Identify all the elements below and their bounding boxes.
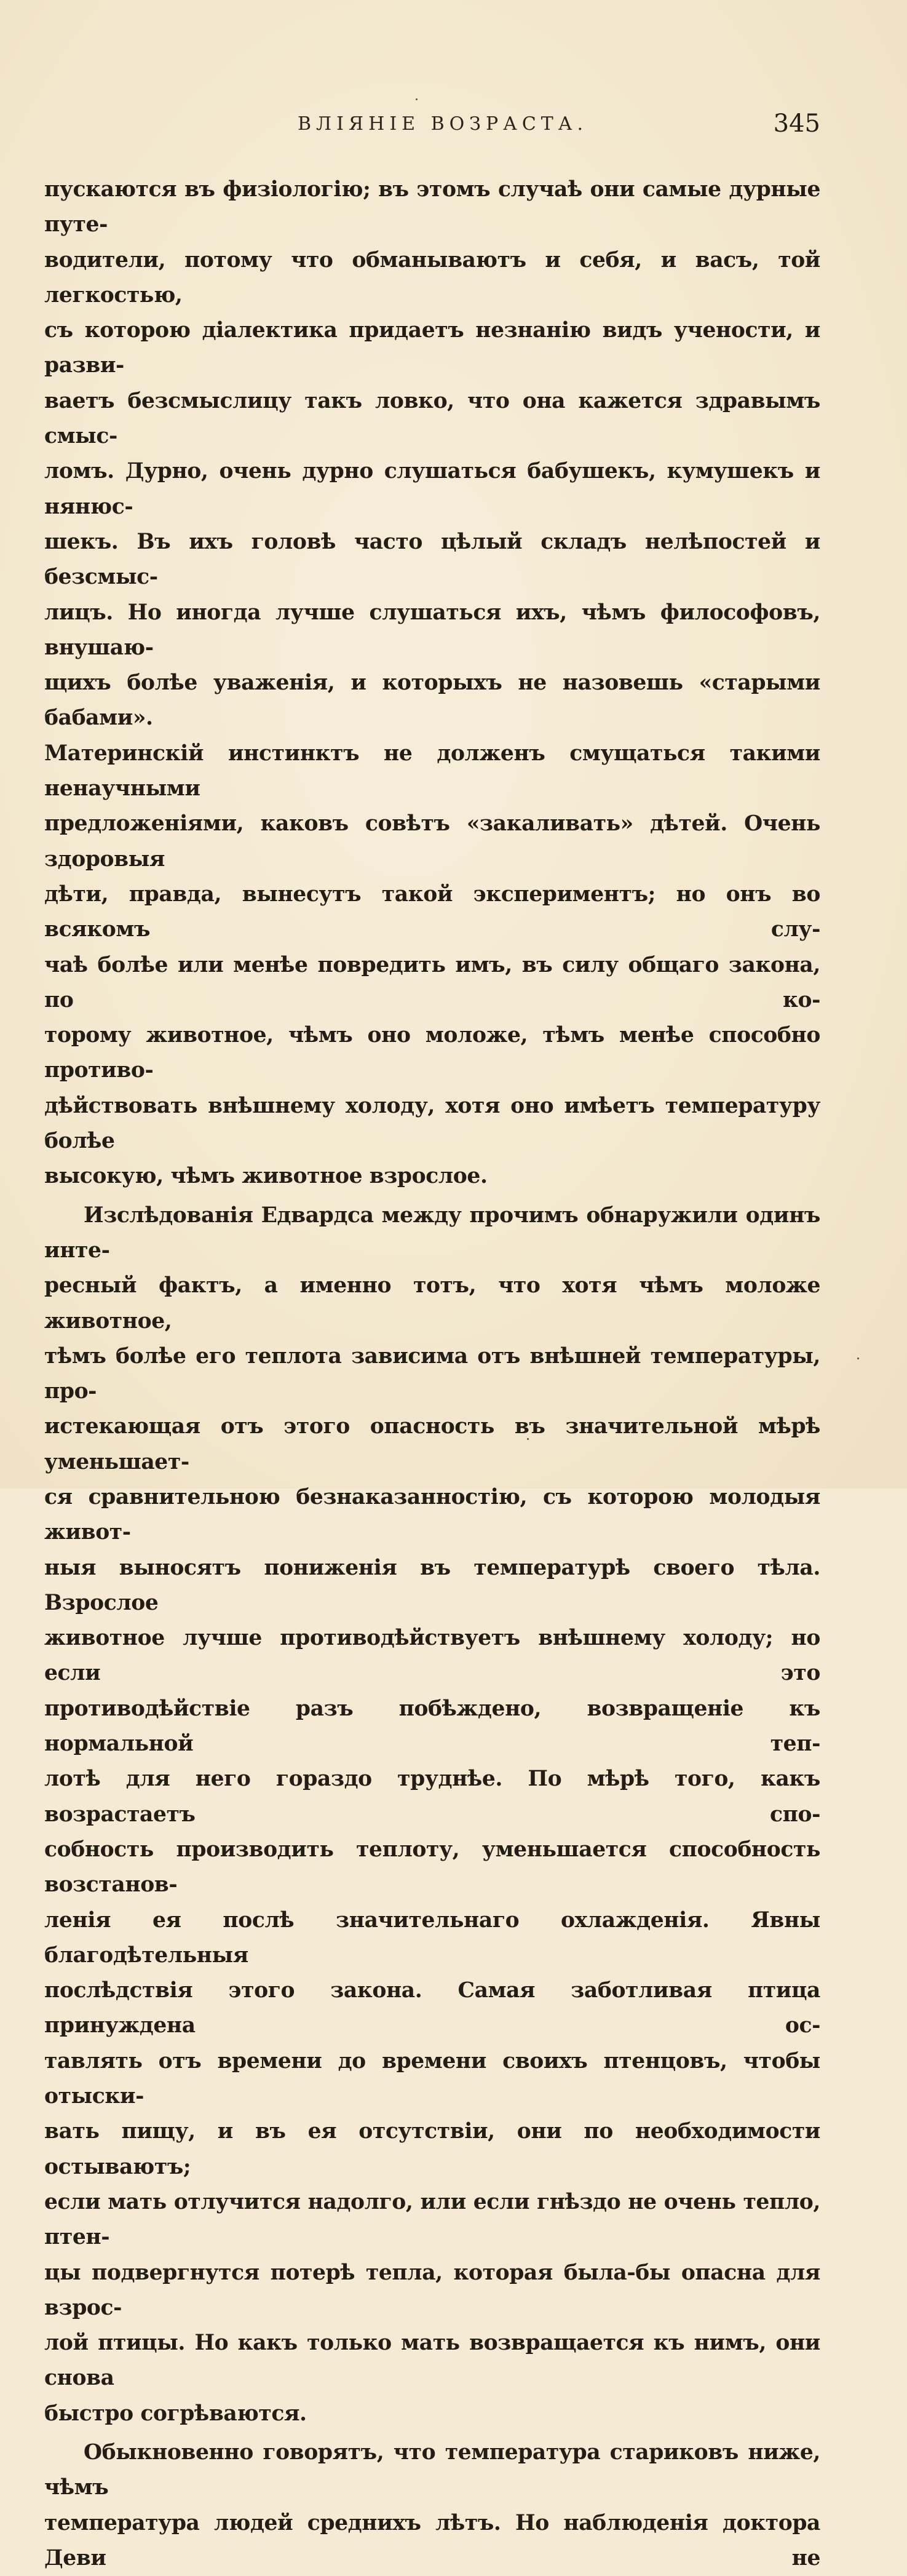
text-line: ныя выносятъ пониженія въ температурѣ своего тѣла. Взрослое (44, 1555, 820, 1615)
paper-speck (857, 1358, 859, 1359)
text-line-indented (44, 1198, 820, 1269)
text-line: ленія ея послѣ значительнаго охлажденія. Явны благодѣтельныя (44, 1907, 820, 1968)
text-line: собность производить теплоту, уменьшается способность возстанов- (44, 1837, 820, 1898)
text-line: Обыкновенно говорятъ, что температура стариковъ ниже, чѣмъ (44, 2440, 820, 2500)
text-line: дѣйствовать внѣшнему холоду, хотя оно имѣетъ температуру болѣе (44, 1093, 820, 1154)
text-line: лицъ. Но иногда лучше слушаться ихъ, чѣмъ философовъ, внушаю- (44, 600, 820, 660)
text-line: животное лучше противодѣйствуетъ внѣшнему холоду; но если это (44, 1626, 820, 1686)
text-line: ломъ. Дурно, очень дурно слушаться бабушекъ, кумушекъ и нянюс- (44, 459, 820, 519)
text-line: чаѣ болѣе или менѣе повредить имъ, въ силу общаго закона, по ко- (44, 952, 820, 1012)
text-line: Изслѣдованія Едвардса между прочимъ обнаружили одинъ инте- (44, 1203, 820, 1263)
text-line: торому животное, чѣмъ оно моложе, тѣмъ менѣе способно противо- (44, 1023, 820, 1083)
text-line: высокую, чѣмъ животное взрослое. (44, 1164, 488, 1189)
text-line: ваетъ безсмыслицу такъ ловко, что она кажется здравымъ смыс- (44, 388, 820, 449)
body-text (44, 172, 820, 2576)
text-line: вать пищу, и въ ея отсутствіи, они по необходимости остываютъ; (44, 2119, 820, 2179)
text-line: Материнскій инстинктъ не долженъ смущаться такими ненаучными (44, 741, 820, 801)
text-line-indented (44, 2435, 820, 2506)
page-number: 345 (773, 109, 820, 138)
text-line: лой птицы. Но какъ только мать возвращается къ нимъ, они снова (44, 2331, 820, 2391)
page-header (44, 109, 820, 146)
text-line: цы подвергнутся потерѣ тепла, которая была-бы опасна для взрос- (44, 2260, 820, 2320)
text-line: дѣти, правда, вынесутъ такой экспериментъ; но онъ во всякомъ слу- (44, 881, 820, 942)
text-line: тавлять отъ времени до времени своихъ птенцовъ, чтобы отыски- (44, 2048, 820, 2109)
text-line: лотѣ для него гораздо труднѣе. По мѣрѣ того, какъ возрастаетъ спо- (44, 1767, 820, 1827)
text-line: тѣмъ болѣе его теплота зависима отъ внѣшней температуры, про- (44, 1343, 820, 1404)
text-line: шекъ. Въ ихъ головѣ часто цѣлый складъ нелѣпостей и безсмыс- (44, 529, 820, 590)
text-line: истекающая отъ этого опасность въ значительной мѣрѣ уменьшает- (44, 1414, 820, 1474)
text-line: ресный фактъ, а именно тотъ, что хотя чѣмъ моложе животное, (44, 1273, 820, 1334)
text-line: предложеніями, каковъ совѣтъ «закаливать» дѣтей. Очень здоровыя (44, 811, 820, 872)
text-line: ся сравнительною безнаказанностію, съ которою молодыя живот- (44, 1484, 820, 1545)
text-line: щихъ болѣе уваженія, и которыхъ не назовешь «старыми бабами». (44, 670, 820, 731)
text-line: температура людей среднихъ лѣтъ. Но наблюденія доктора Деви не (44, 2510, 820, 2570)
text-line: пускаются въ физіологію; въ этомъ случаѣ они самые дурные путе- (44, 177, 820, 237)
text-line: противодѣйствіе разъ побѣждено, возвращеніе къ нормальной теп- (44, 1696, 820, 1757)
text-line: съ которою діалектика придаетъ незнанію видъ учености, и разви- (44, 318, 820, 378)
text-line: водители, потому что обманываютъ и себя, и васъ, той легкостью, (44, 247, 820, 308)
text-line: быстро согрѣваются. (44, 2401, 307, 2426)
text-line: если мать отлучится надолго, или если гнѣздо не очень тепло, птен- (44, 2189, 820, 2250)
paper-speck (416, 98, 418, 100)
text-line: послѣдствія этого закона. Самая заботливая птица принуждена ос- (44, 1978, 820, 2038)
running-head: ВЛІЯНІЕ ВОЗРАСТА. (298, 113, 588, 135)
